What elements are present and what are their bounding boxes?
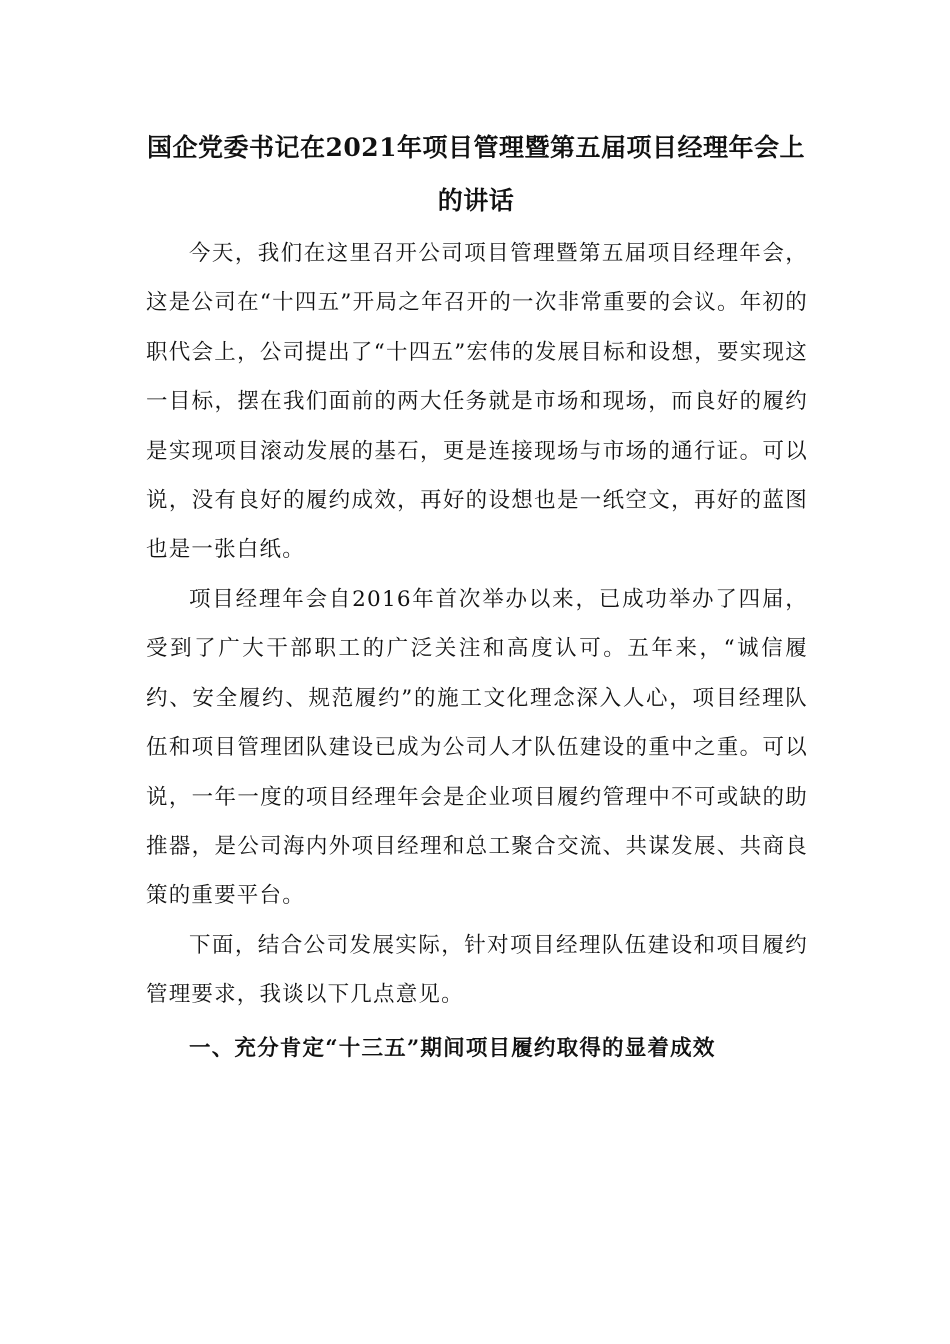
body-paragraph-2: 项目经理年会自2016年首次举办以来，已成功举办了四届，受到了广大干部职工的广泛关注和高度认可。五年来，“诚信履约、安全履约、规范履约”的施工文化理念深入人心，项目经理队伍和项目管理团队建设已成为公司人才队伍建设的重中之重。可以说，一年一度的项目经理年会是企业项目履约管理中不可或缺的助推器，是公司海内外项目经理和总工聚合交流、共谋发展、共商良策的重要平台。 (146, 587, 808, 909)
body-paragraph-3: 下面，结合公司发展实际，针对项目经理队伍建设和项目履约管理要求，我谈以下几点意见。 (146, 933, 808, 1008)
document-title-line-2: 的讲话 (437, 186, 515, 215)
document-title-line-1: 国企党委书记在2021年项目管理暨第五届项目经理年会上 (146, 133, 806, 162)
section-heading-1: 一、充分肯定“十三五”期间项目履约取得的显着成效 (189, 1036, 716, 1061)
body-paragraph-1: 今天，我们在这里召开公司项目管理暨第五届项目经理年会，这是公司在“十四五”开局之年召开的一次非常重要的会议。年初的职代会上，公司提出了“十四五”宏伟的发展目标和设想，要实现这一目标，摆在我们面前的两大任务就是市场和现场，而良好的履约是实现项目滚动发展的基石，更是连接现场与市场的通行证。可以说，没有良好的履约成效，再好的设想也是一纸空文，再好的蓝图也是一张白纸。 (146, 241, 808, 563)
